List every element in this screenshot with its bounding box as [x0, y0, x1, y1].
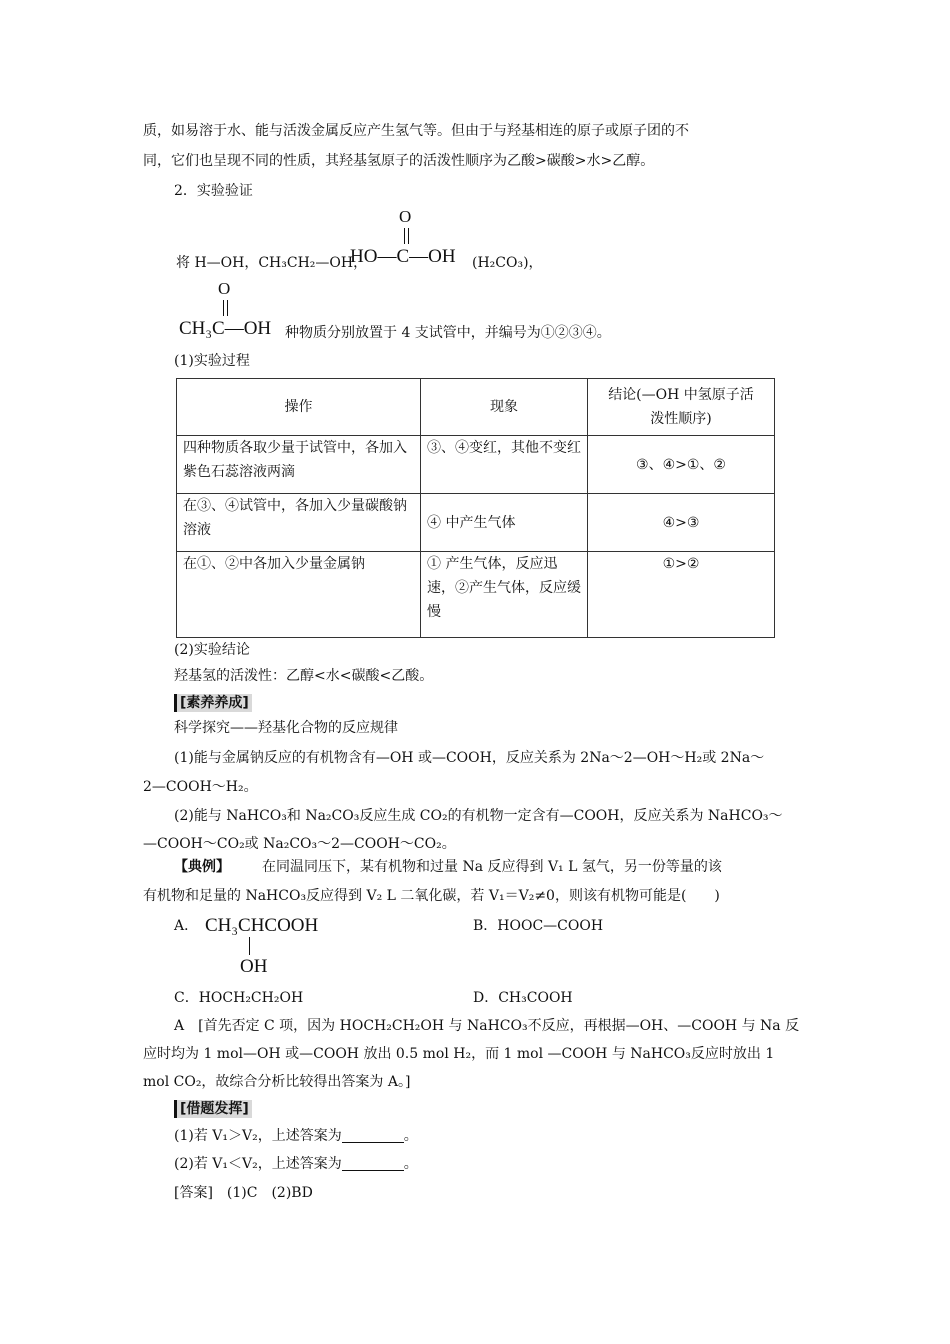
intro-line-1: 质，如易溶于水、能与活泼金属反应产生氢气等。但由于与羟基相连的原子或原子团的不	[143, 123, 689, 139]
section-2-heading: 2．实验验证	[174, 183, 253, 199]
option-a-bond	[249, 937, 250, 955]
extension-q2	[174, 1154, 418, 1174]
literacy-p2-line1: (2)能与 NaHCO₃和 Na₂CO₃反应生成 CO₂的有机物一定含有—COOH，反应关系为 NaHCO₃～	[174, 808, 783, 824]
example-label: 【典例】	[174, 859, 230, 875]
extension-q2-text: (2)若 V₁＜V₂，上述答案为	[174, 1156, 342, 1172]
option-a-formula: CH₃CHCOOH	[205, 915, 319, 936]
literacy-p1-line2: 2—COOH～H₂。	[143, 779, 258, 795]
carbonic-carbonyl-o: O	[399, 207, 412, 226]
answer-blank-1[interactable]	[342, 1128, 404, 1143]
carbonic-double-bond-left	[404, 228, 405, 244]
header-conclusion: 结论(—OH 中氢原子活泼性顺序)	[588, 379, 775, 436]
answer-line1: A [首先否定 C 项，因为 HOCH₂CH₂OH 与 NaHCO₃不反应，再根据—OH、—COOH 与 Na 反	[174, 1018, 800, 1034]
example-question-line2: 有机物和足量的 NaHCO₃反应得到 V₂ L 二氧化碳，若 V₁＝V₂≠0，则该有机物可能是( )	[143, 888, 720, 904]
option-a-oh: OH	[240, 956, 268, 977]
extension-q1-text: (1)若 V₁＞V₂，上述答案为	[174, 1128, 342, 1144]
cell-operation: 四种物质各取少量于试管中，各加入紫色石蕊溶液两滴	[177, 436, 421, 494]
cell-conclusion: ④>③	[588, 494, 775, 552]
acetic-double-bond-right	[227, 300, 228, 316]
table-header-row	[177, 379, 775, 436]
section-2-line-prefix: 将 H—OH，CH₃CH₂—OH，	[176, 255, 368, 271]
option-b: B．HOOC—COOH	[473, 918, 604, 934]
extension-tag: [借题发挥]	[174, 1100, 252, 1118]
experiment-table	[176, 378, 775, 638]
cell-operation: 在①、②中各加入少量金属钠	[177, 552, 421, 638]
acetic-double-bond-left	[223, 300, 224, 316]
acetic-acid-structure: CH₃C—OH	[179, 318, 272, 339]
cell-phenomenon: ④ 中产生气体	[421, 494, 588, 552]
section-2-tail: 种物质分别放置于 4 支试管中，并编号为①②③④。	[285, 325, 611, 341]
answer-line2: 应时均为 1 mol—OH 或—COOH 放出 0.5 mol H₂，而 1 mol —COOH 与 NaHCO₃反应时放出 1	[143, 1046, 775, 1062]
literacy-p2-line2: —COOH～CO₂或 Na₂CO₃～2—COOH～CO₂。	[143, 836, 456, 852]
carbonic-acid-structure: HO—C—OH	[350, 246, 456, 267]
cell-conclusion: ①>②	[588, 552, 775, 638]
carbonic-acid-formula: (H₂CO₃)，	[472, 255, 543, 271]
table-row	[177, 436, 775, 494]
literacy-title: 科学探究——羟基化合物的反应规律	[174, 720, 398, 736]
extension-q1	[174, 1126, 418, 1146]
cell-conclusion: ③、④>①、②	[588, 436, 775, 494]
process-heading: (1)实验过程	[174, 353, 250, 369]
option-c: C．HOCH₂CH₂OH	[174, 990, 304, 1006]
header-operation: 操作	[177, 379, 421, 436]
cell-phenomenon: ③、④变红，其他不变红	[421, 436, 588, 494]
acetic-carbonyl-o: O	[218, 279, 231, 298]
option-d: D．CH₃COOH	[473, 990, 573, 1006]
carbonic-double-bond-right	[408, 228, 409, 244]
extension-answer: [答案] (1)C (2)BD	[174, 1185, 313, 1201]
example-question-line1: 在同温同压下，某有机物和过量 Na 反应得到 V₁ L 氢气，另一份等量的该	[262, 859, 722, 875]
header-phenomenon: 现象	[421, 379, 588, 436]
answer-line3: mol CO₂，故综合分析比较得出答案为 A。]	[143, 1074, 411, 1090]
literacy-p1-line1: (1)能与金属钠反应的有机物含有—OH 或—COOH，反应关系为 2Na～2—OH～H₂或 2Na～	[174, 750, 765, 766]
conclusion-text: 羟基氢的活泼性：乙醇<水<碳酸<乙酸。	[174, 668, 434, 684]
table-row	[177, 552, 775, 638]
conclusion-heading: (2)实验结论	[174, 642, 250, 658]
answer-blank-2[interactable]	[342, 1156, 404, 1171]
extension-q2-end: 。	[403, 1156, 418, 1172]
cell-phenomenon: ① 产生气体，反应迅速，②产生气体，反应缓慢	[421, 552, 588, 638]
table-row	[177, 494, 775, 552]
extension-q1-end: 。	[403, 1128, 418, 1144]
option-a-label: A．	[174, 918, 199, 934]
cell-operation: 在③、④试管中，各加入少量碳酸钠溶液	[177, 494, 421, 552]
intro-line-2: 同，它们也呈现不同的性质，其羟基氢原子的活泼性顺序为乙酸>碳酸>水>乙醇。	[143, 153, 655, 169]
literacy-tag: [素养养成]	[174, 694, 252, 712]
